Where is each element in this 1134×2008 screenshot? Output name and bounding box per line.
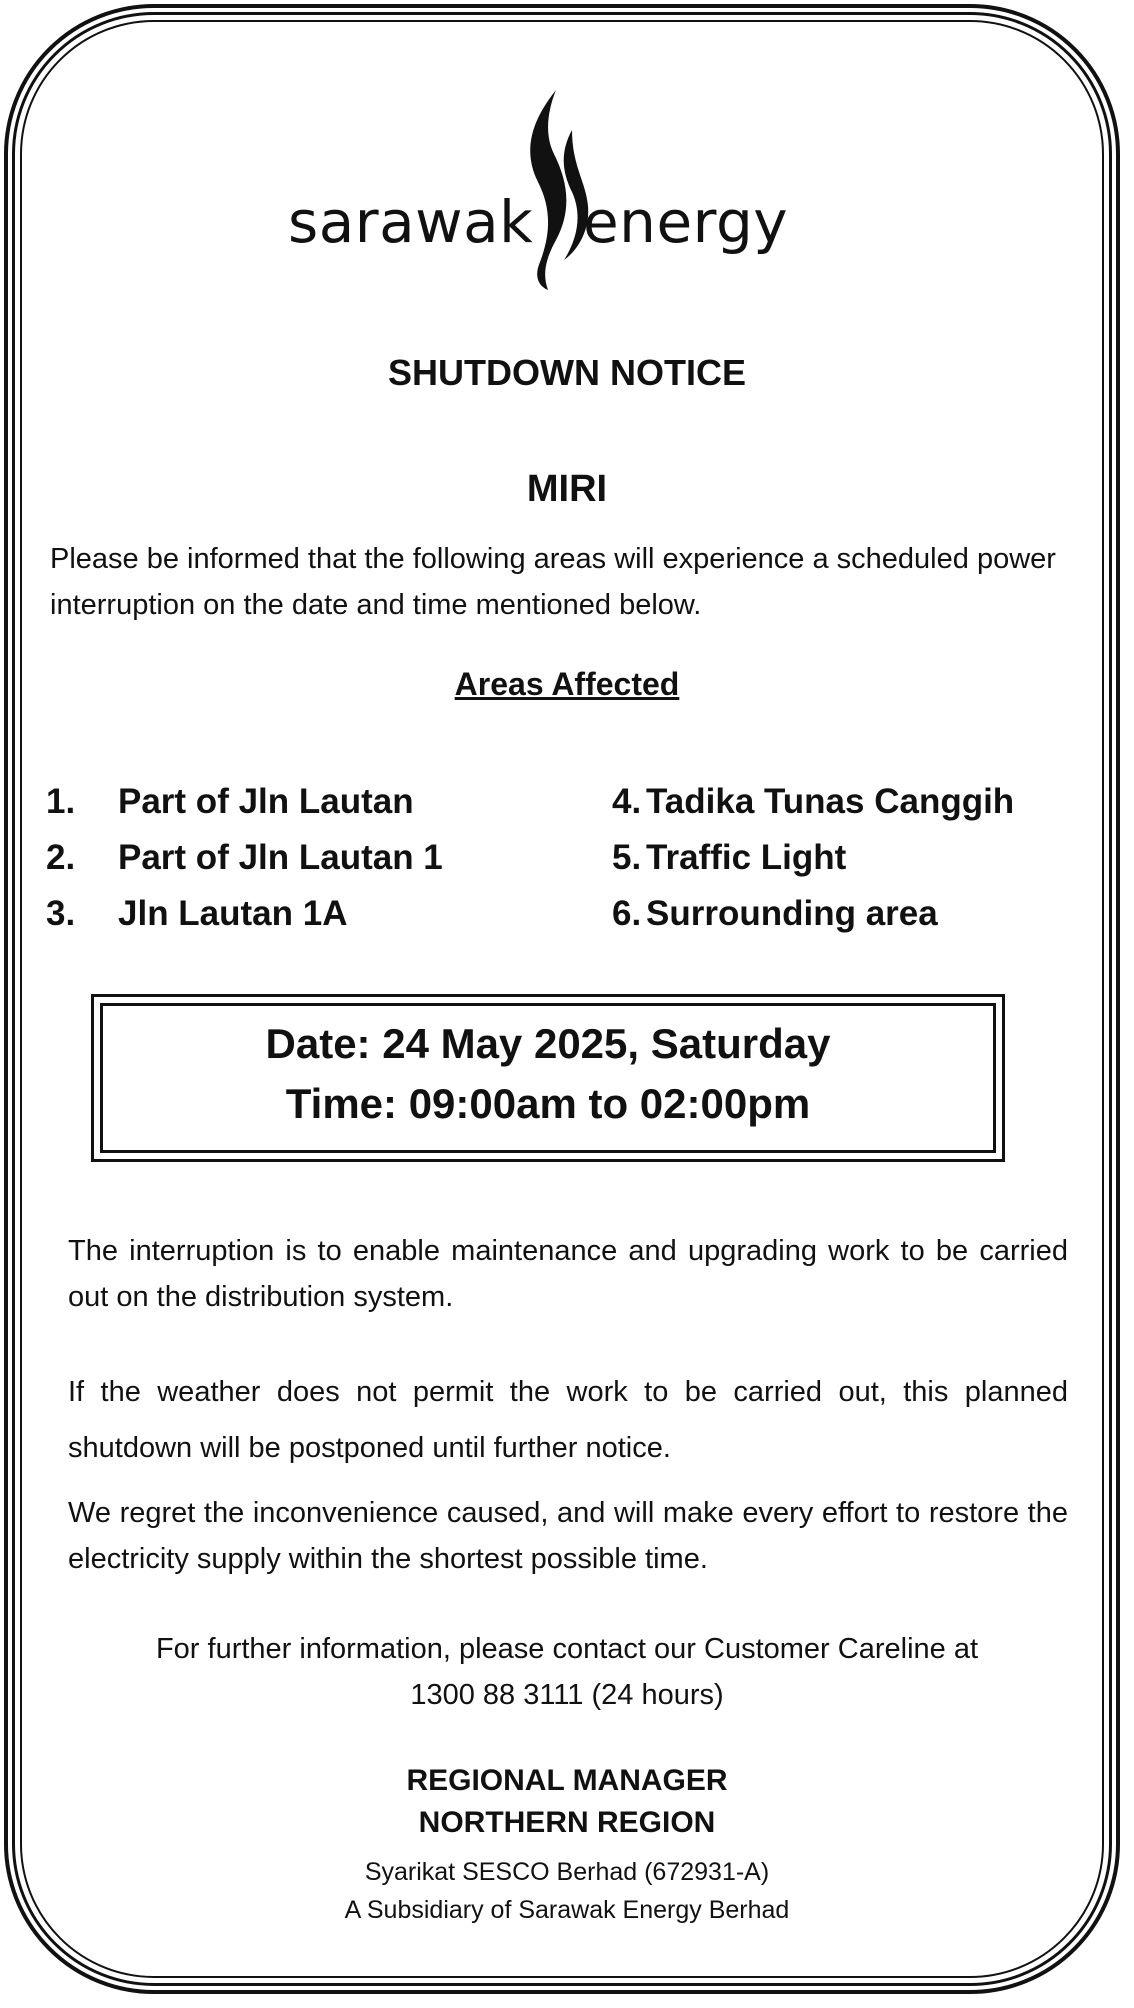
reason-paragraph: The interruption is to enable maintenance and upgrading work to be carried out on the distribution system. (68, 1235, 1068, 1313)
list-item-label: Jln Lautan 1A (118, 894, 348, 933)
notice-title: SHUTDOWN NOTICE (388, 352, 746, 393)
list-item-label: Tadika Tunas Canggih (646, 782, 1015, 821)
logo-word-energy: energy (583, 188, 789, 256)
sarawak-energy-logo (280, 90, 800, 300)
list-item-label: Surrounding area (646, 894, 938, 933)
signatory-region: NORTHERN REGION (418, 1806, 716, 1839)
city-heading: MIRI (526, 468, 608, 510)
list-item-number: 2. (46, 838, 76, 877)
schedule-box (91, 994, 1005, 1162)
list-item-number: 1. (46, 782, 76, 821)
flame-icon (512, 90, 592, 290)
list-item-label: Part of Jln Lautan (118, 782, 414, 821)
signatory-title: REGIONAL MANAGER (406, 1764, 728, 1797)
list-item-number: 6. (612, 894, 642, 933)
list-item-label: Traffic Light (646, 838, 847, 877)
list-item-number: 4. (612, 782, 642, 821)
intro-text: Please be informed that the following areas will experience a scheduled power interruption on the date and time mentioned below. (50, 543, 1056, 621)
careline-number: 1300 88 3111 (24 hours) (410, 1679, 724, 1711)
logo-word-sarawak: sarawak (288, 188, 534, 256)
regret-paragraph: We regret the inconvenience caused, and will make every effort to restore the electricity supply within the shortest possible time. (68, 1497, 1068, 1575)
schedule-box-inner (100, 1003, 996, 1153)
list-item-number: 5. (612, 838, 642, 877)
weather-paragraph: If the weather does not permit the work to be carried out, this planned shutdown will be postponed until further notice. (68, 1376, 1068, 1464)
list-item-label: Part of Jln Lautan 1 (118, 838, 443, 877)
list-item-number: 3. (46, 894, 76, 933)
contact-text: For further information, please contact our Customer Careline at (155, 1633, 979, 1665)
shutdown-date: Date: 24 May 2025, Saturday (265, 1020, 831, 1067)
company-subsidiary: A Subsidiary of Sarawak Energy Berhad (344, 1896, 790, 1924)
company-name: Syarikat SESCO Berhad (672931-A) (364, 1858, 770, 1886)
shutdown-time: Time: 09:00am to 02:00pm (285, 1080, 811, 1127)
areas-affected-heading: Areas Affected (454, 666, 680, 702)
